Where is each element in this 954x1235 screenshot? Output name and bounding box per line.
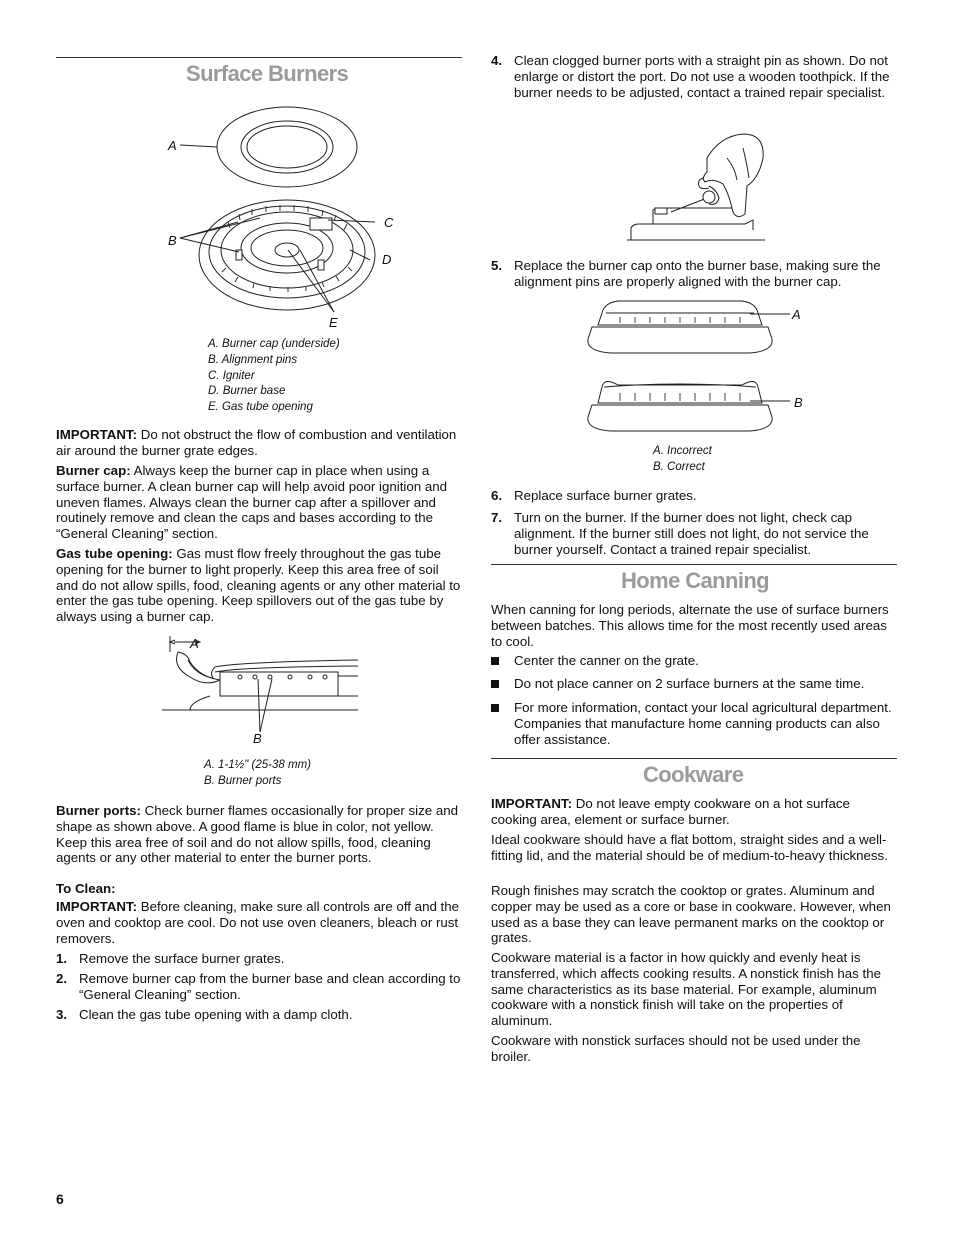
- burner-legend: [208, 337, 340, 416]
- step-5: 5. Replace the burner cap onto the burner base, making sure the alignment pins are properly aligned with the burner cap.: [491, 258, 881, 289]
- step-1: 1. Remove the surface burner grates.: [56, 951, 285, 966]
- step-3: 3. Clean the gas tube opening with a damp cloth.: [56, 1007, 353, 1022]
- important-paragraph: IMPORTANT: Do not obstruct the flow of combustion and ventilation air around the burner grate edges.: [56, 427, 457, 458]
- flame-label-a: A: [190, 636, 199, 651]
- top-rule-left: [56, 57, 462, 58]
- fig-label-e: E: [329, 315, 338, 330]
- canning-bullet: Center the canner on the grate.: [491, 653, 897, 669]
- flame-diagram: [160, 632, 360, 747]
- step-6: 6. Replace surface burner grates.: [491, 488, 697, 503]
- rule-home-canning: [491, 564, 897, 565]
- legend-item: A. 1-1½" (25-38 mm): [204, 759, 311, 771]
- legend-item: B. Burner ports: [204, 774, 282, 787]
- burner-ports-paragraph: Burner ports: Check burner flames occasionally for proper size and shape as shown above. A good flame is blue in color, not yellow. Keep this area free of soil and do not allow spills, food, cleaning agents or any other material to enter the burner ports.: [56, 803, 459, 866]
- step-7: 7. Turn on the burner. If the burner does not light, check cap alignment. If the burner still does not light, do not service the burner yourself. Contact a trained repair specialist.: [491, 510, 869, 557]
- to-clean-important-paragraph: IMPORTANT: Before cleaning, make sure all controls are off and the oven and cooktop are cool. Do not use oven cleaners, bleach or rust removers.: [56, 899, 460, 946]
- canning-bullet: Do not place canner on 2 surface burners at the same time.: [491, 676, 897, 692]
- home-canning-intro: When canning for long periods, alternate the use of surface burners between batches. This allows time for the most recently used areas to cool.: [491, 602, 889, 649]
- cap-label-b: B: [794, 395, 803, 410]
- legend-item: B. Correct: [653, 460, 705, 473]
- rule-cookware: [491, 758, 897, 759]
- to-clean-heading: To Clean:: [56, 881, 116, 896]
- section-title-surface-burners: Surface Burners: [186, 61, 349, 86]
- step-2: 2. Remove burner cap from the burner base and clean according to “General Cleaning” section.: [56, 971, 461, 1002]
- burner-cap-paragraph: Burner cap: Always keep the burner cap in place when using a surface burner. A clean burner cap will help avoid poor ignition and uneven flames. Always clean the burner cap after a spillover and routinely remove and clean the caps and bases according to the “General Cleaning” section.: [56, 463, 448, 542]
- legend-item: D. Burner base: [208, 385, 286, 398]
- cookware-paragraph: Ideal cookware should have a flat bottom, straight sides and a well-fitting lid, and the material should be of medium-to-heavy thickness.: [491, 832, 888, 863]
- legend-item: C. Igniter: [208, 369, 255, 382]
- fig-label-a: A: [168, 138, 177, 153]
- canning-bullet: For more information, contact your local agricultural department. Companies that manufacture home canning products can also offer assistance.: [491, 700, 897, 748]
- flame-legend: [204, 758, 311, 790]
- legend-item: A. Burner cap (underside): [208, 338, 340, 350]
- cap-label-a: A: [792, 307, 801, 322]
- step-4: 4. Clean clogged burner ports with a straight pin as shown. Do not enlarge or distort the port. Do not use a wooden toothpick. If the burner needs to be adjusted, contact a trained repair specialist.: [491, 53, 890, 100]
- cap-legend: [653, 444, 712, 476]
- section-title-cookware: Cookware: [643, 762, 744, 787]
- cookware-paragraph: Cookware with nonstick surfaces should not be used under the broiler.: [491, 1033, 861, 1064]
- fig-label-c: C: [384, 215, 394, 230]
- legend-item: A. Incorrect: [653, 445, 712, 457]
- burner-exploded-diagram: [160, 100, 420, 340]
- cookware-paragraph: Rough finishes may scratch the cooktop or grates. Aluminum and copper may be used as a core or base in cookware. However, when used as a base they can leave permanent marks on the cooktop or grates.: [491, 883, 891, 946]
- cookware-paragraph: Cookware material is a factor in how quickly and evenly heat is transferred, which affects cooking results. A nonstick finish has the same characteristics as its base material. For example, aluminum cookware with a nonstick finish will take on the properties of aluminum.: [491, 950, 881, 1029]
- legend-item: B. Alignment pins: [208, 353, 298, 366]
- pin-cleaning-illustration: [625, 128, 770, 244]
- legend-item: E. Gas tube opening: [208, 401, 313, 414]
- fig-label-b: B: [168, 233, 177, 248]
- cap-alignment-illustration: [580, 295, 810, 440]
- page-number: 6: [56, 1191, 64, 1207]
- fig-label-d: D: [382, 252, 392, 267]
- flame-label-b: B: [253, 731, 262, 746]
- section-title-home-canning: Home Canning: [621, 568, 770, 593]
- cookware-important: IMPORTANT: Do not leave empty cookware on a hot surface cooking area, element or surface burner.: [491, 796, 850, 827]
- gas-tube-paragraph: Gas tube opening: Gas must flow freely throughout the gas tube opening for the burner to light properly. Keep this area free of soil and do not allow spills, food, cleaning agents or any other material to enter the gas tube opening. Keep spillovers out of the gas tube by always using a burner cap.: [56, 546, 461, 625]
